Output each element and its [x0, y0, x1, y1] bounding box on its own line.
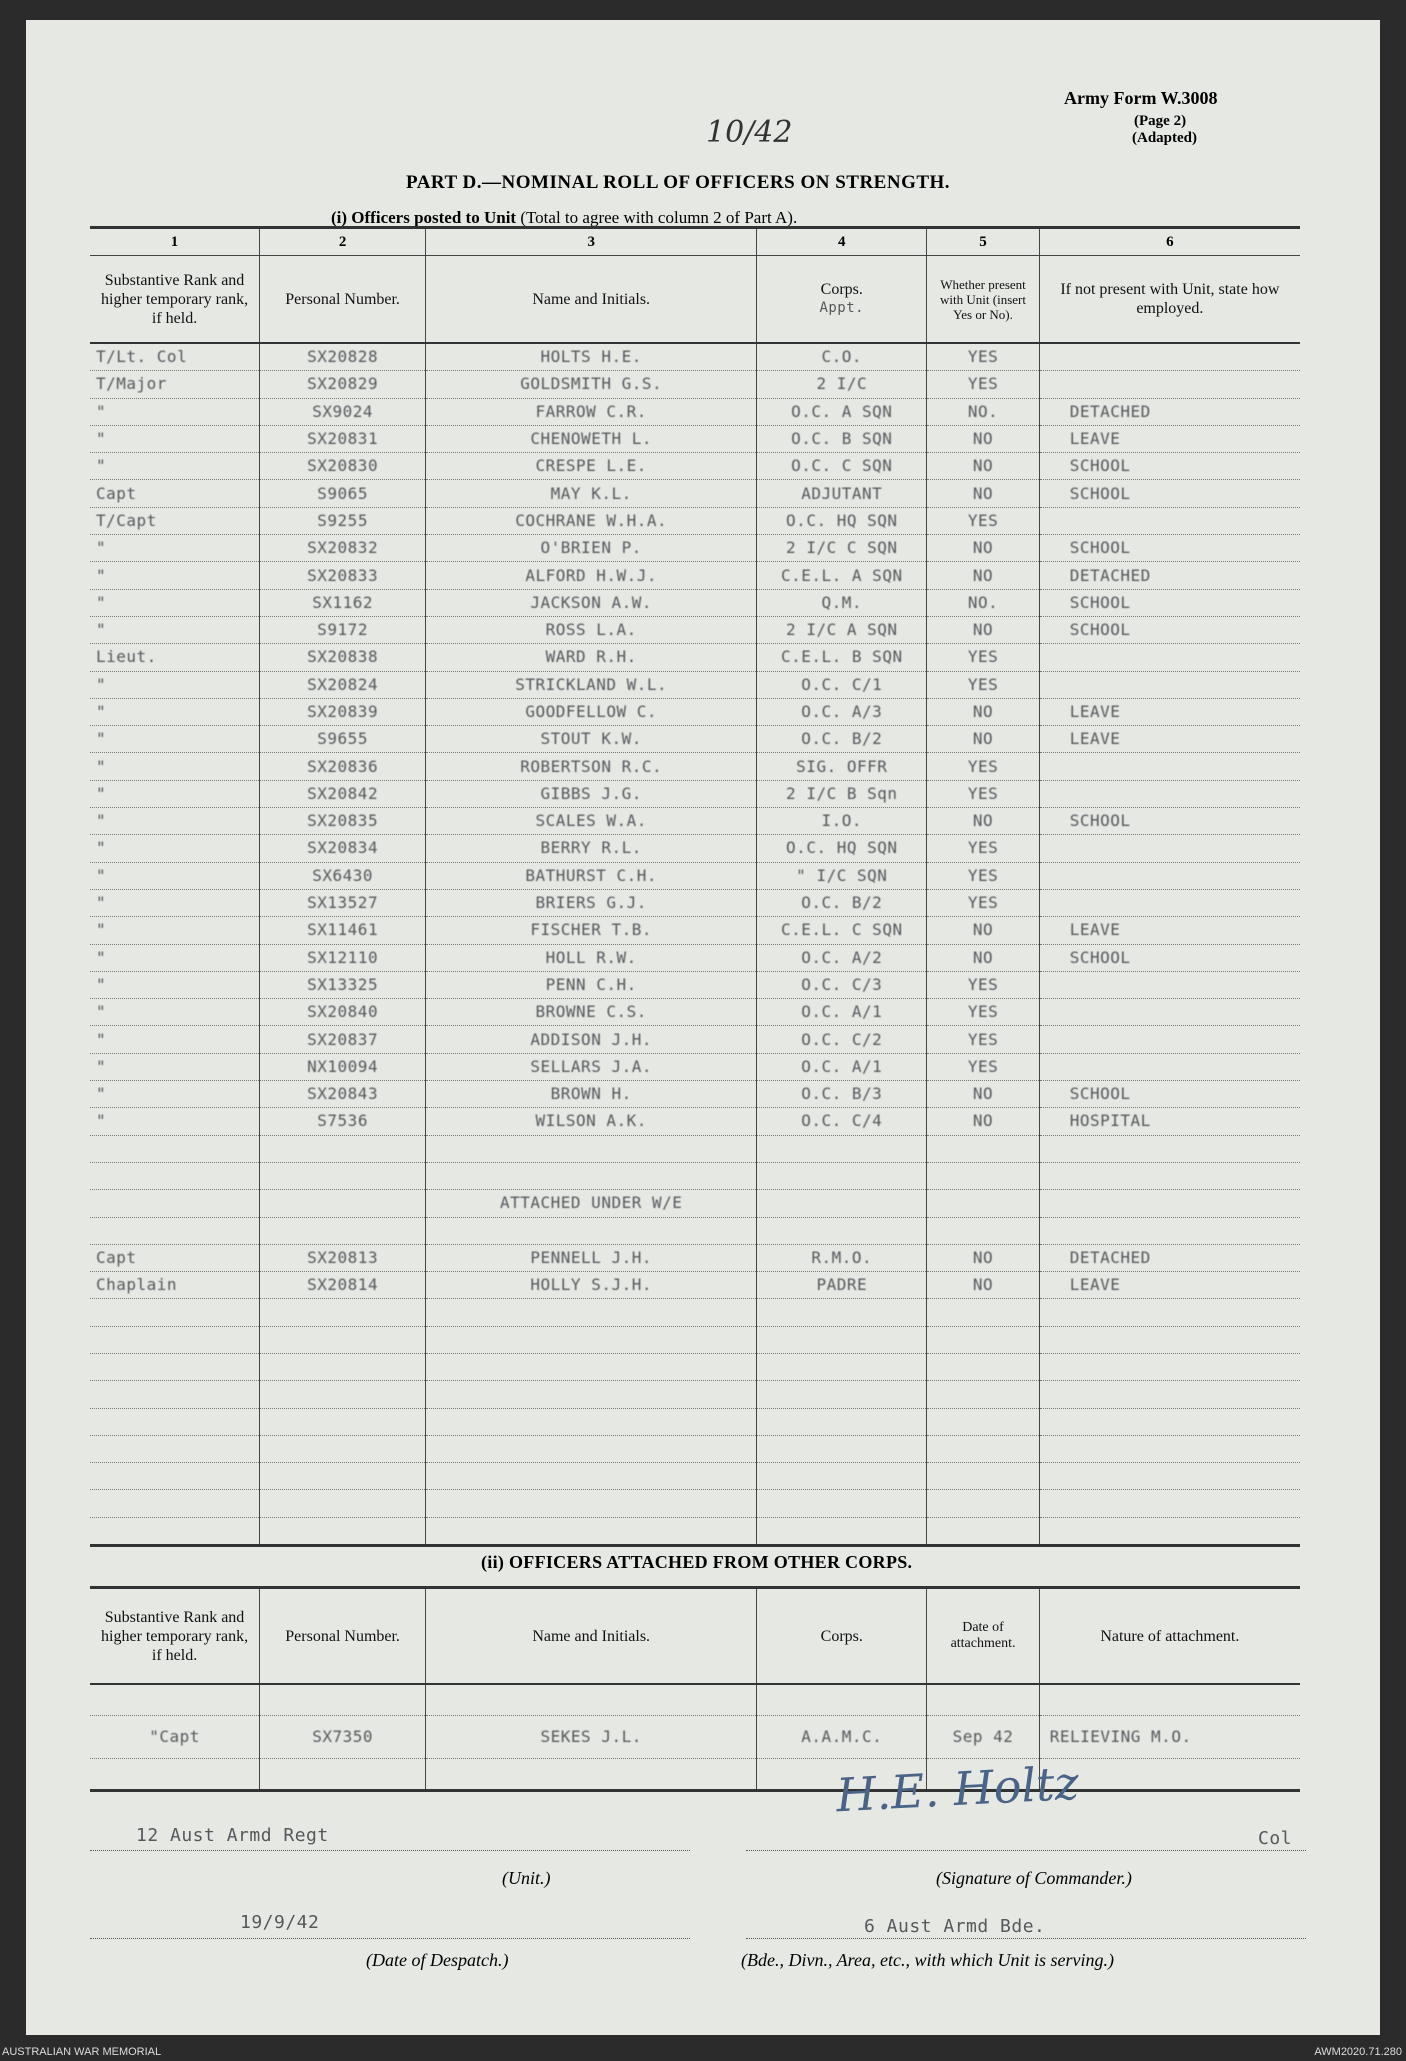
cell-name: WILSON A.K.: [535, 1111, 647, 1131]
cell-number: SX20829: [307, 374, 379, 394]
column-number: 2: [260, 228, 426, 256]
table-row: [90, 671, 1300, 698]
bde-value: 6 Aust Armd Bde.: [864, 1916, 1046, 1937]
cell-corps: I.O.: [821, 811, 863, 831]
cell-number: SX6430: [312, 865, 374, 885]
column-header-number: [260, 256, 426, 344]
table-row: [90, 589, 1300, 616]
cell-rank: ": [96, 920, 107, 940]
cell-corps: O.C. A/1: [801, 1056, 883, 1076]
cell-corps: O.C. B/3: [801, 1084, 883, 1104]
cell-present: NO.: [967, 401, 999, 421]
cell-rank: ": [96, 838, 107, 858]
cell-present: NO: [972, 483, 994, 503]
signature-line: [746, 1850, 1306, 1851]
cell-name: SELLARS J.A.: [530, 1056, 652, 1076]
cell-present: NO: [972, 1275, 994, 1295]
cell-name: ALFORD H.W.J.: [525, 565, 658, 585]
table-row: [90, 698, 1300, 725]
cell-rank: T/Major: [96, 374, 167, 394]
attached-header-name: [426, 1588, 757, 1685]
table-row: [90, 1162, 1300, 1189]
cell-rank: ": [96, 592, 107, 612]
cell-corps: O.C. A SQN: [791, 401, 893, 421]
cell-employed: SCHOOL: [1069, 483, 1131, 503]
cell-name: HOLL R.W.: [545, 947, 637, 967]
cell-rank: Capt: [96, 1247, 137, 1267]
column-number-row: [90, 228, 1300, 256]
part-d-subtitle: [331, 208, 797, 228]
cell-corps: O.C. B/2: [801, 729, 883, 749]
attached-cell-corps: A.A.M.C.: [801, 1727, 883, 1746]
cell-rank: ": [96, 947, 107, 967]
table-row: [90, 535, 1300, 562]
table-row: [90, 507, 1300, 534]
cell-rank: ": [96, 783, 107, 803]
signature-label: (Signature of Commander.): [936, 1868, 1132, 1888]
cell-employed: SCHOOL: [1069, 811, 1131, 831]
cell-employed: LEAVE: [1069, 729, 1121, 749]
cell-rank: ": [96, 429, 107, 449]
bde-line: [746, 1938, 1306, 1939]
cell-name: GIBBS J.G.: [540, 783, 642, 803]
attached-header-text: Substantive Rank and higher temporary rank, if held.: [101, 1608, 249, 1664]
table-row: [90, 835, 1300, 862]
cell-present: YES: [967, 1029, 999, 1049]
cell-rank: ": [96, 811, 107, 831]
commander-signature: H.E. Holtz: [834, 1755, 1081, 1823]
cell-name: BROWNE C.S.: [535, 1002, 647, 1022]
cell-present: NO: [972, 729, 994, 749]
cell-name: STOUT K.W.: [540, 729, 642, 749]
column-header-text: Personal Number.: [285, 290, 400, 308]
attached-cell-number: SX7350: [312, 1727, 374, 1746]
attached-cell-date: Sep 42: [952, 1727, 1014, 1746]
cell-corps: 2 I/C A SQN: [786, 620, 898, 640]
cell-employed: SCHOOL: [1069, 592, 1131, 612]
cell-name: WARD R.H.: [545, 647, 637, 667]
cell-present: YES: [967, 838, 999, 858]
date-label: (Date of Despatch.): [366, 1950, 509, 1970]
cell-name: ADDISON J.H.: [530, 1029, 652, 1049]
cell-present: YES: [967, 756, 999, 776]
attached-grid: [90, 1586, 1300, 1792]
table-row: [90, 371, 1300, 398]
table-row: [90, 862, 1300, 889]
watermark-right: AWM2020.71.280: [1314, 2046, 1402, 2058]
cell-rank: ": [96, 865, 107, 885]
cell-corps: Q.M.: [821, 592, 863, 612]
date-value: 19/9/42: [240, 1912, 320, 1933]
cell-number: SX20840: [307, 1002, 379, 1022]
table-row: [90, 1108, 1300, 1135]
cell-employed: SCHOOL: [1069, 538, 1131, 558]
corps-appt-note: Appt.: [819, 300, 865, 316]
cell-corps: " I/C SQN: [796, 865, 888, 885]
table-row: [90, 753, 1300, 780]
cell-present: NO: [972, 456, 994, 476]
table-row: [90, 780, 1300, 807]
bde-label: (Bde., Divn., Area, etc., with which Unit is serving.): [741, 1950, 1114, 1970]
cell-present: NO: [972, 620, 994, 640]
cell-corps: PADRE: [816, 1275, 868, 1295]
table-row: [90, 562, 1300, 589]
cell-present: YES: [967, 347, 999, 367]
cell-number: S9065: [317, 483, 368, 503]
cell-rank: T/Capt: [96, 510, 157, 530]
unit-line: [90, 1850, 690, 1851]
cell-employed: DETACHED: [1069, 565, 1151, 585]
cell-present: YES: [967, 674, 999, 694]
cell-employed: DETACHED: [1069, 1247, 1151, 1267]
cell-corps: ADJUTANT: [801, 483, 883, 503]
cell-rank: ": [96, 565, 107, 585]
attached-row: [90, 1759, 1300, 1791]
form-page: (Page 2): [1134, 113, 1187, 129]
table-row: [90, 999, 1300, 1026]
cell-corps: O.C. C/1: [801, 674, 883, 694]
table-row: [90, 616, 1300, 643]
cell-present: NO: [972, 1247, 994, 1267]
cell-number: SX20814: [307, 1275, 379, 1295]
cell-present: NO: [972, 1111, 994, 1131]
attached-header-text: Date of attachment.: [950, 1620, 1016, 1651]
attached-row: [90, 1716, 1300, 1759]
table-row: [90, 1299, 1300, 1326]
table-row: [90, 1190, 1300, 1217]
cell-number: SX20833: [307, 565, 379, 585]
cell-corps: C.E.L. B SQN: [780, 647, 903, 667]
cell-number: SX20842: [307, 783, 379, 803]
column-number: 1: [90, 228, 260, 256]
cell-rank: ": [96, 538, 107, 558]
cell-rank: ": [96, 1111, 107, 1131]
cell-present: YES: [967, 974, 999, 994]
attached-header-text: Corps.: [820, 1627, 863, 1645]
cell-corps: O.C. C SQN: [791, 456, 893, 476]
attached-header-corps: [757, 1588, 927, 1685]
signature-suffix: Col: [1258, 1828, 1293, 1849]
cell-corps: O.C. C/4: [801, 1111, 883, 1131]
cell-number: SX20836: [307, 756, 379, 776]
cell-corps: SIG. OFFR: [796, 756, 888, 776]
cell-number: SX20838: [307, 647, 379, 667]
cell-rank: ": [96, 893, 107, 913]
cell-number: S7536: [317, 1111, 368, 1131]
cell-number: SX20831: [307, 429, 379, 449]
table-row: [90, 425, 1300, 452]
cell-name: SCALES W.A.: [535, 811, 647, 831]
cell-present: NO: [972, 1084, 994, 1104]
cell-rank: ": [96, 1056, 107, 1076]
cell-rank: ": [96, 1002, 107, 1022]
cell-corps: O.C. HQ SQN: [786, 510, 898, 530]
cell-name: CHENOWETH L.: [530, 429, 652, 449]
document-page: [26, 20, 1380, 2035]
subtitle-bold: (i) Officers posted to Unit: [331, 208, 517, 227]
table-row: [90, 726, 1300, 753]
cell-name: GOLDSMITH G.S.: [520, 374, 663, 394]
table-row: [90, 453, 1300, 480]
watermark-left: AUSTRALIAN WAR MEMORIAL: [2, 2046, 162, 2058]
cell-present: YES: [967, 647, 999, 667]
cell-corps: 2 I/C B Sqn: [786, 783, 898, 803]
cell-name: MAY K.L.: [550, 483, 632, 503]
cell-name: COCHRANE W.H.A.: [515, 510, 668, 530]
table-row: [90, 917, 1300, 944]
cell-present: YES: [967, 1056, 999, 1076]
column-header-employed: [1039, 256, 1300, 344]
handwritten-note: 10/42: [706, 115, 793, 150]
cell-present: NO: [972, 811, 994, 831]
table-row: [90, 343, 1300, 371]
cell-employed: LEAVE: [1069, 920, 1121, 940]
column-header-row: [90, 256, 1300, 344]
cell-name: ROSS L.A.: [545, 620, 637, 640]
cell-present: NO: [972, 702, 994, 721]
column-number: 4: [757, 228, 927, 256]
table-row: [90, 944, 1300, 971]
part-d-title: PART D.—NOMINAL ROLL OF OFFICERS ON STRENGTH.: [406, 172, 951, 193]
unit-label: (Unit.): [502, 1868, 551, 1888]
cell-rank: ": [96, 974, 107, 994]
cell-number: SX20837: [307, 1029, 379, 1049]
column-number: 6: [1039, 228, 1300, 256]
cell-number: SX1162: [312, 592, 374, 612]
cell-present: NO: [972, 429, 994, 449]
cell-number: SX20839: [307, 702, 379, 721]
table-row: [90, 1490, 1300, 1517]
cell-name: ROBERTSON R.C.: [520, 756, 663, 776]
cell-corps: C.E.L. C SQN: [780, 920, 903, 940]
cell-present: YES: [967, 783, 999, 803]
unit-value: 12 Aust Armd Regt: [136, 1825, 329, 1846]
cell-rank: ": [96, 674, 107, 694]
cell-corps: O.C. B SQN: [791, 429, 893, 449]
attached-header-row: [90, 1588, 1300, 1685]
cell-name: STRICKLAND W.L.: [515, 674, 668, 694]
cell-present: NO: [972, 538, 994, 558]
cell-number: SX20813: [307, 1247, 379, 1267]
cell-rank: Lieut.: [96, 647, 157, 667]
cell-name: HOLLY S.J.H.: [530, 1275, 652, 1295]
cell-employed: SCHOOL: [1069, 620, 1131, 640]
cell-employed: SCHOOL: [1069, 456, 1131, 476]
attached-header-number: [260, 1588, 426, 1685]
cell-present: NO.: [967, 592, 999, 612]
cell-number: S9255: [317, 510, 368, 530]
roll-grid: [90, 226, 1300, 1547]
cell-present: NO: [972, 920, 994, 940]
cell-number: SX20830: [307, 456, 379, 476]
cell-name: O'BRIEN P.: [540, 538, 642, 558]
cell-number: SX13325: [307, 974, 379, 994]
table-row: [90, 1081, 1300, 1108]
table-row: [90, 1272, 1300, 1299]
table-row: [90, 1217, 1300, 1244]
column-header-text: Corps.: [820, 281, 863, 298]
cell-present: YES: [967, 865, 999, 885]
table-row: [90, 1053, 1300, 1080]
officers-roll-table: [90, 226, 1300, 1547]
cell-number: SX20832: [307, 538, 379, 558]
cell-number: NX10094: [307, 1056, 379, 1076]
table-row: [90, 398, 1300, 425]
table-row: [90, 1435, 1300, 1462]
cell-number: SX20828: [307, 347, 379, 367]
date-line: [90, 1938, 690, 1939]
cell-employed: SCHOOL: [1069, 947, 1131, 967]
attached-cell-rank: "Capt: [149, 1727, 200, 1746]
attached-row: [90, 1684, 1300, 1716]
table-row: [90, 1463, 1300, 1490]
table-row: [90, 1135, 1300, 1162]
cell-name: PENN C.H.: [545, 974, 637, 994]
cell-name: BATHURST C.H.: [525, 865, 658, 885]
cell-rank: Capt: [96, 483, 137, 503]
cell-name: FARROW C.R.: [535, 401, 647, 421]
attached-header-date: [927, 1588, 1039, 1685]
cell-employed: DETACHED: [1069, 401, 1151, 421]
cell-corps: O.C. A/3: [801, 702, 883, 721]
cell-name: BROWN H.: [550, 1084, 632, 1104]
attached-title: (ii) OFFICERS ATTACHED FROM OTHER CORPS.: [481, 1552, 913, 1572]
cell-number: S9655: [317, 729, 368, 749]
table-row: [90, 1026, 1300, 1053]
column-number: 5: [927, 228, 1039, 256]
cell-name: FISCHER T.B.: [530, 920, 652, 940]
attached-cell-nature: RELIEVING M.O.: [1049, 1727, 1192, 1746]
cell-name: JACKSON A.W.: [530, 592, 652, 612]
cell-employed: LEAVE: [1069, 702, 1121, 721]
cell-employed: LEAVE: [1069, 1275, 1121, 1295]
form-number: Army Form W.3008: [1064, 88, 1218, 108]
cell-corps: O.C. HQ SQN: [786, 838, 898, 858]
cell-present: YES: [967, 374, 999, 394]
table-row: [90, 1326, 1300, 1353]
cell-corps: O.C. C/3: [801, 974, 883, 994]
cell-corps: O.C. A/1: [801, 1002, 883, 1022]
column-header-name: [426, 256, 757, 344]
cell-rank: ": [96, 729, 107, 749]
column-header-present: [927, 256, 1039, 344]
table-row: [90, 1244, 1300, 1271]
cell-corps: R.M.O.: [811, 1247, 873, 1267]
cell-rank: ": [96, 756, 107, 776]
column-header-text: Substantive Rank and higher temporary rank, if held.: [101, 271, 249, 327]
attached-header-text: Name and Initials.: [532, 1627, 651, 1645]
form-adapted: (Adapted): [1132, 130, 1198, 146]
cell-name: GOODFELLOW C.: [525, 702, 658, 721]
cell-number: SX20835: [307, 811, 379, 831]
cell-present: YES: [967, 893, 999, 913]
column-header-text: Whether present with Unit (insert Yes or No).: [940, 276, 1026, 322]
cell-number: SX20834: [307, 838, 379, 858]
cell-rank: ": [96, 401, 107, 421]
cell-name: BRIERS G.J.: [535, 893, 647, 913]
cell-rank: ": [96, 1084, 107, 1104]
cell-corps: C.O.: [821, 347, 863, 367]
table-row: [90, 644, 1300, 671]
cell-number: SX20843: [307, 1084, 379, 1104]
cell-name: ATTACHED UNDER W/E: [499, 1193, 683, 1213]
cell-number: SX12110: [307, 947, 379, 967]
cell-corps: O.C. C/2: [801, 1029, 883, 1049]
table-row: [90, 808, 1300, 835]
cell-rank: ": [96, 620, 107, 640]
attached-header-nature: [1039, 1588, 1300, 1685]
column-header-rank: [90, 256, 260, 344]
column-header-corps: [757, 256, 927, 344]
cell-number: S9172: [317, 620, 368, 640]
column-number: 3: [426, 228, 757, 256]
cell-corps: 2 I/C: [816, 374, 868, 394]
cell-name: CRESPE L.E.: [535, 456, 647, 476]
cell-name: PENNELL J.H.: [530, 1247, 652, 1267]
cell-employed: SCHOOL: [1069, 1084, 1131, 1104]
cell-employed: LEAVE: [1069, 429, 1121, 449]
cell-corps: O.C. A/2: [801, 947, 883, 967]
table-row: [90, 1353, 1300, 1380]
cell-number: SX13527: [307, 893, 379, 913]
attached-header-rank: [90, 1588, 260, 1685]
cell-number: SX20824: [307, 674, 379, 694]
cell-name: HOLTS H.E.: [540, 347, 642, 367]
table-row: [90, 971, 1300, 998]
cell-present: NO: [972, 565, 994, 585]
cell-corps: C.E.L. A SQN: [780, 565, 903, 585]
table-row: [90, 1408, 1300, 1435]
cell-corps: 2 I/C C SQN: [786, 538, 898, 558]
column-header-text: Name and Initials.: [532, 290, 651, 308]
attached-cell-name: SEKES J.L.: [540, 1727, 642, 1746]
cell-present: YES: [967, 510, 999, 530]
cell-rank: T/Lt. Col: [96, 347, 188, 367]
table-row: [90, 889, 1300, 916]
table-row: [90, 480, 1300, 507]
cell-rank: ": [96, 1029, 107, 1049]
cell-rank: Chaplain: [96, 1275, 178, 1295]
cell-present: NO: [972, 947, 994, 967]
cell-number: SX11461: [307, 920, 379, 940]
cell-number: SX9024: [312, 401, 374, 421]
cell-rank: ": [96, 456, 107, 476]
cell-present: YES: [967, 1002, 999, 1022]
attached-officers-table: [90, 1586, 1300, 1792]
cell-corps: O.C. B/2: [801, 893, 883, 913]
table-row: [90, 1517, 1300, 1545]
cell-employed: HOSPITAL: [1069, 1111, 1151, 1131]
table-row: [90, 1381, 1300, 1408]
cell-rank: ": [96, 702, 107, 721]
attached-header-text: Personal Number.: [285, 1627, 400, 1645]
subtitle-rest: (Total to agree with column 2 of Part A).: [516, 208, 798, 227]
column-header-text: If not present with Unit, state how employed.: [1060, 281, 1280, 317]
attached-header-text: Nature of attachment.: [1100, 1627, 1240, 1645]
cell-name: BERRY R.L.: [540, 838, 642, 858]
